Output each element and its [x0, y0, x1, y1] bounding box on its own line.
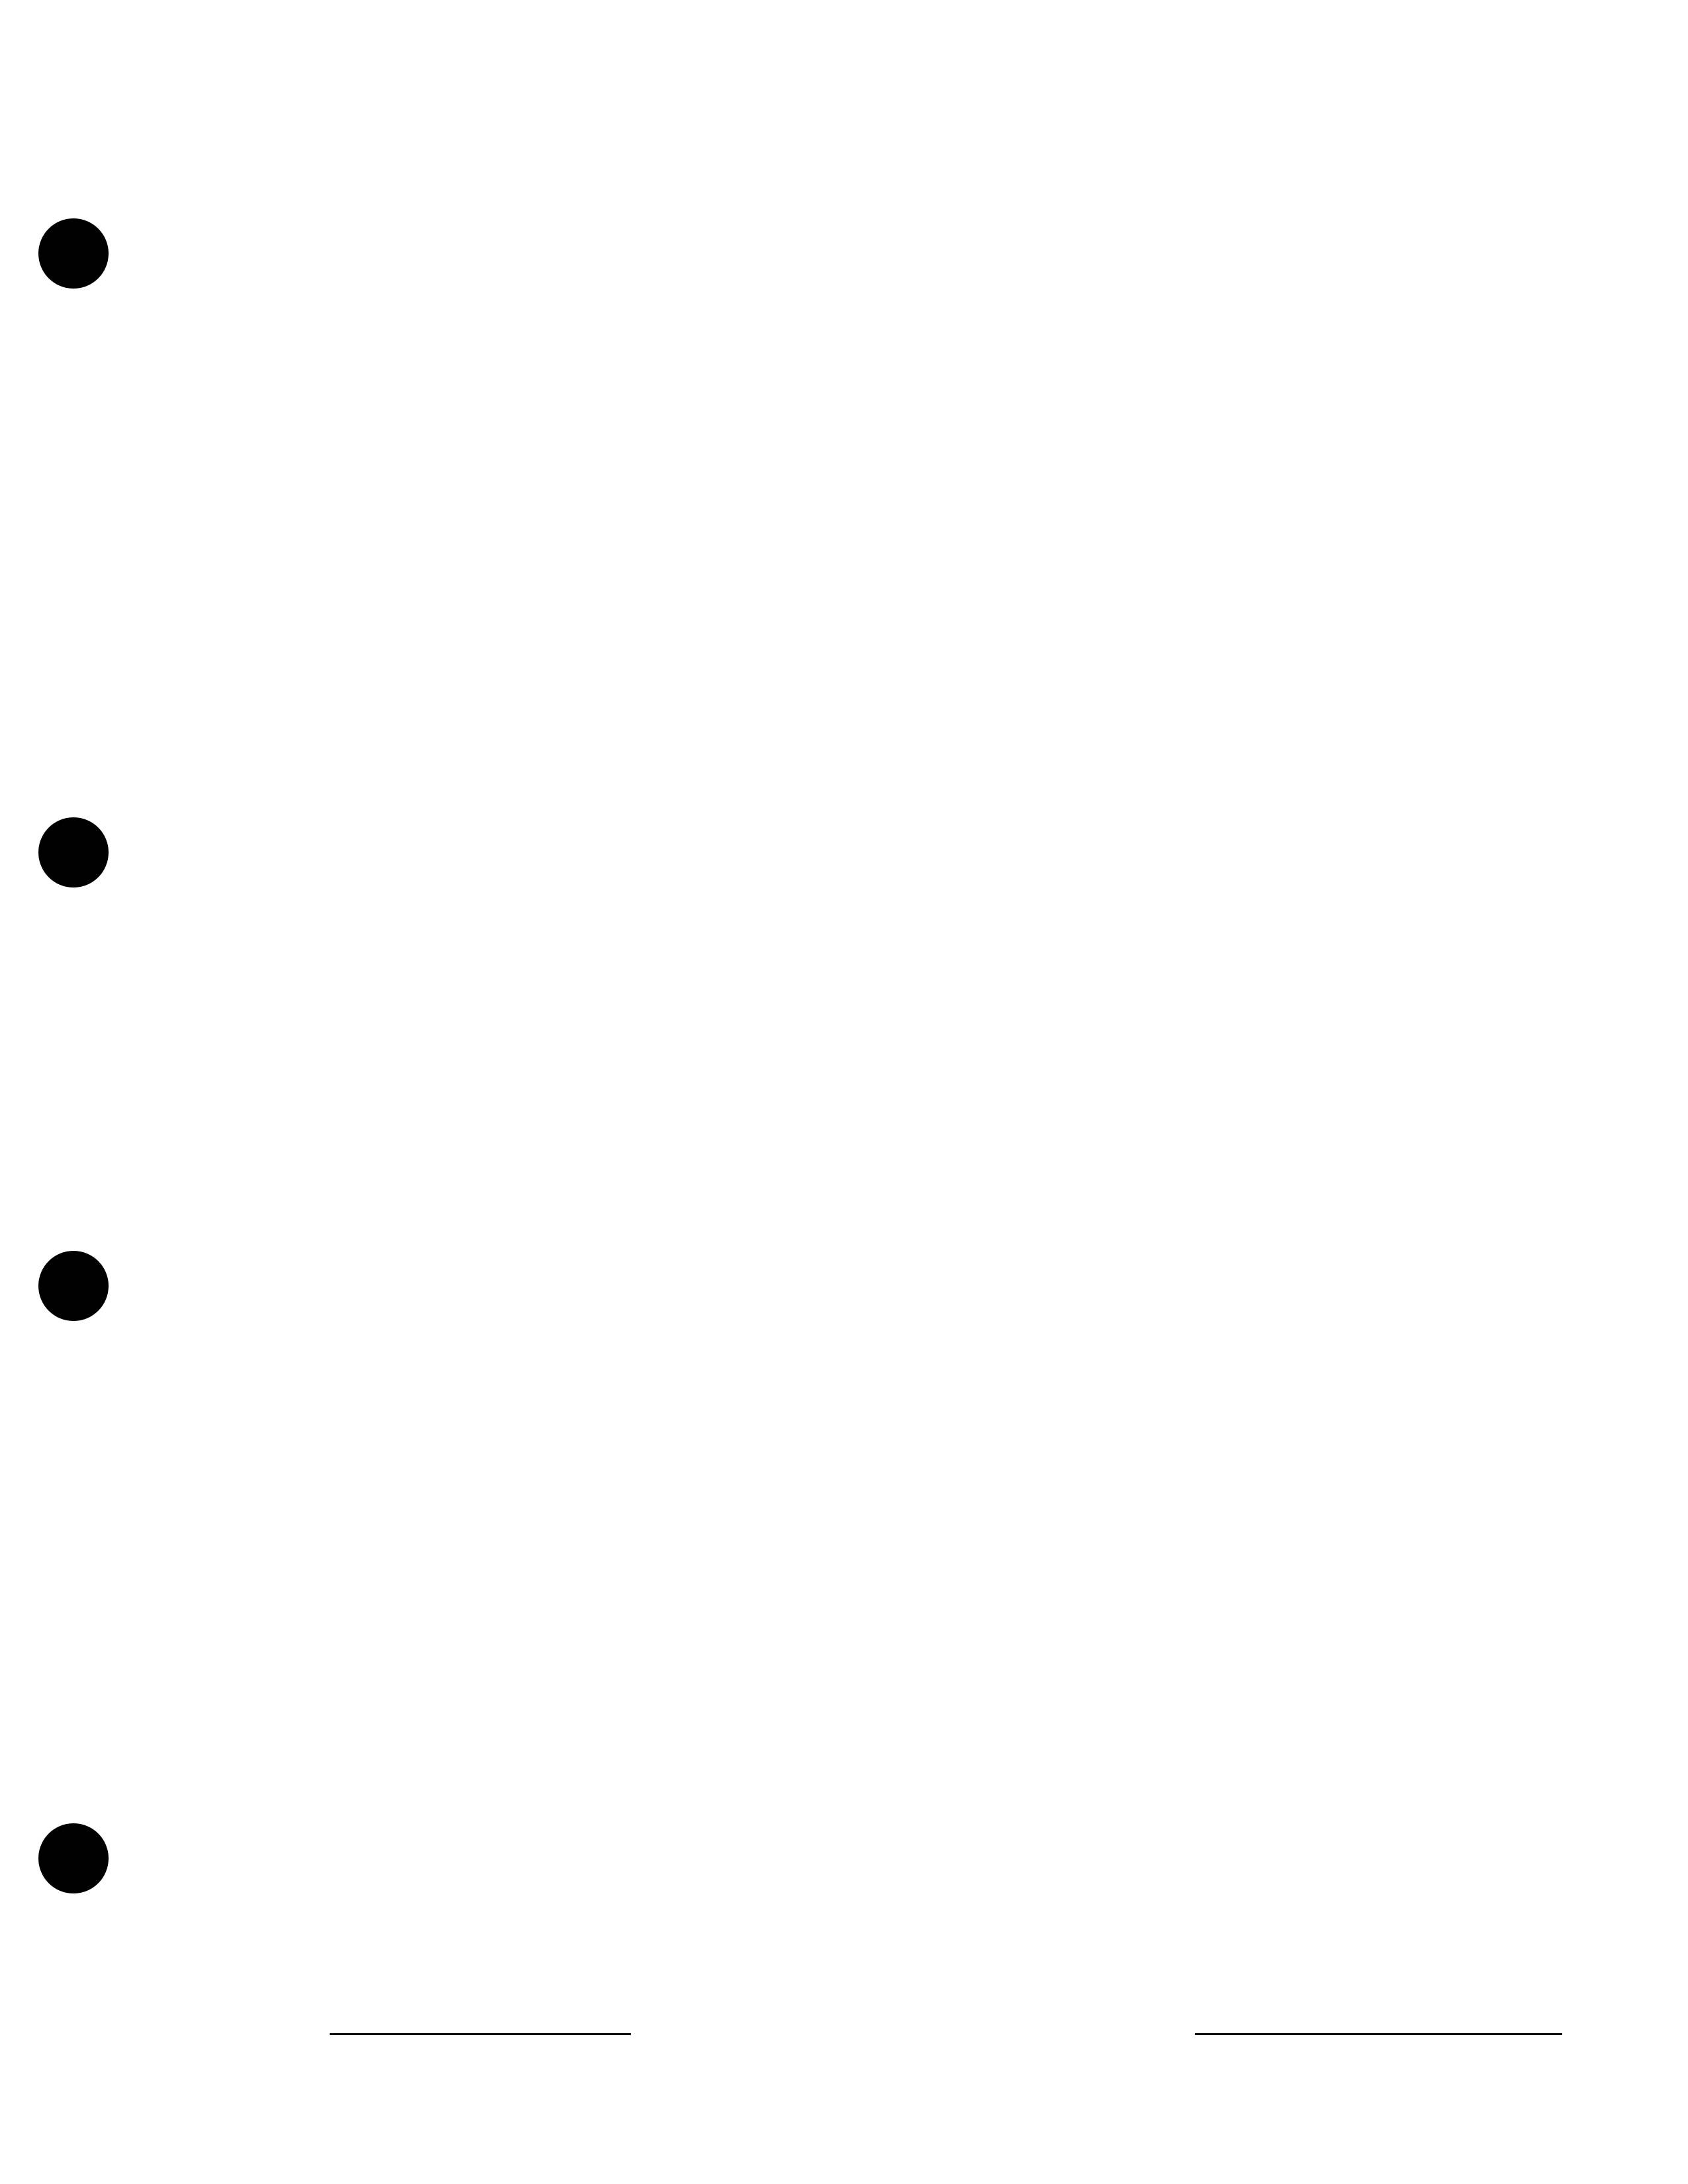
binder-hole-4 — [38, 1823, 109, 1893]
binder-hole-1 — [38, 218, 109, 289]
binder-hole-2 — [38, 817, 109, 887]
footer-rule-left — [330, 2033, 631, 2035]
binder-hole-3 — [38, 1251, 109, 1321]
footer-rule-right — [1195, 2033, 1562, 2035]
